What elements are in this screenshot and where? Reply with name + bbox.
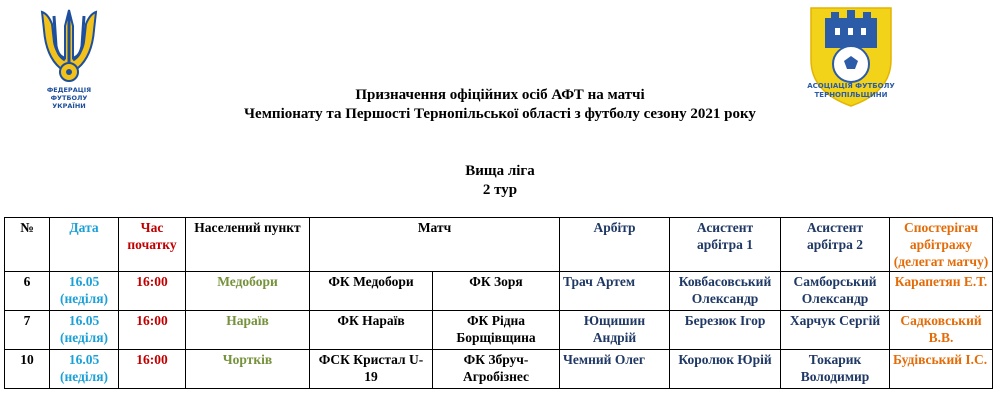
match-num: 10 (5, 350, 50, 389)
document-subtitle: Чемпіонату та Першості Тернопільської області з футболу сезону 2021 року (244, 106, 756, 122)
round-title: 2 тур (482, 182, 518, 198)
header-time: Час початку (119, 218, 186, 272)
logo-text-line: ТЕРНОПІЛЬЩИНИ (814, 91, 888, 99)
table-header-row (5, 218, 993, 272)
header-match: Матч (310, 218, 560, 272)
match-date: 16.05 (неділя) (50, 350, 119, 389)
header-assistant1: Асистент арбітра 1 (670, 218, 781, 272)
observer: Карапетян Е.Т. (890, 272, 993, 311)
assistant-2: Самборський Олександр (781, 272, 890, 311)
match-time: 16:00 (119, 311, 186, 350)
match-num: 6 (5, 272, 50, 311)
assistant-1: Королюк Юрій (670, 350, 781, 389)
match-place: Нараїв (186, 311, 310, 350)
assistant-2: Харчук Сергій (781, 311, 890, 350)
header-referee: Арбітр (560, 218, 670, 272)
table-row (5, 350, 993, 389)
home-team: ФК Нараїв (310, 311, 433, 350)
referee: Чемний Олег (560, 350, 670, 389)
logo-text-line: ФЕДЕРАЦІЯ (46, 86, 92, 94)
match-num: 7 (5, 311, 50, 350)
logo-text-line: УКРАЇНИ (52, 102, 86, 110)
header-num: № (5, 218, 50, 272)
assistant-2: Токарик Володимир (781, 350, 890, 389)
table-row (5, 311, 993, 350)
away-team: ФК Рідна Борщівщина (433, 311, 560, 350)
match-place: Медобори (186, 272, 310, 311)
match-place: Чортків (186, 350, 310, 389)
home-team: ФК Медобори (310, 272, 433, 311)
match-time: 16:00 (119, 350, 186, 389)
match-date: 16.05 (неділя) (50, 272, 119, 311)
document-title: Призначення офіційних осіб АФТ на матчі (355, 87, 645, 103)
league-title: Вища ліга (465, 163, 535, 179)
referee: Трач Артем (560, 272, 670, 311)
away-team: ФК Зоря (433, 272, 560, 311)
table-row (5, 272, 993, 311)
header-assistant2: Асистент арбітра 2 (781, 218, 890, 272)
away-team: ФК Збруч-Агробізнес (433, 350, 560, 389)
assistant-1: Березюк Ігор (670, 311, 781, 350)
observer: Будівський І.С. (890, 350, 993, 389)
header-observer: Спостерігач арбітражу (делегат матчу) (890, 218, 993, 272)
logo-text-line: АСОЦІАЦІЯ ФУТБОЛУ (807, 82, 895, 90)
referee: Ющишин Андрій (560, 311, 670, 350)
appointments-table (4, 217, 993, 389)
assistant-1: Ковбасовський Олександр (670, 272, 781, 311)
match-date: 16.05 (неділя) (50, 311, 119, 350)
logo-text-line: ФУТБОЛУ (50, 94, 88, 102)
match-time: 16:00 (119, 272, 186, 311)
observer: Садковський В.В. (890, 311, 993, 350)
home-team: ФСК Кристал U-19 (310, 350, 433, 389)
header-place: Населений пункт (186, 218, 310, 272)
header-date: Дата (50, 218, 119, 272)
